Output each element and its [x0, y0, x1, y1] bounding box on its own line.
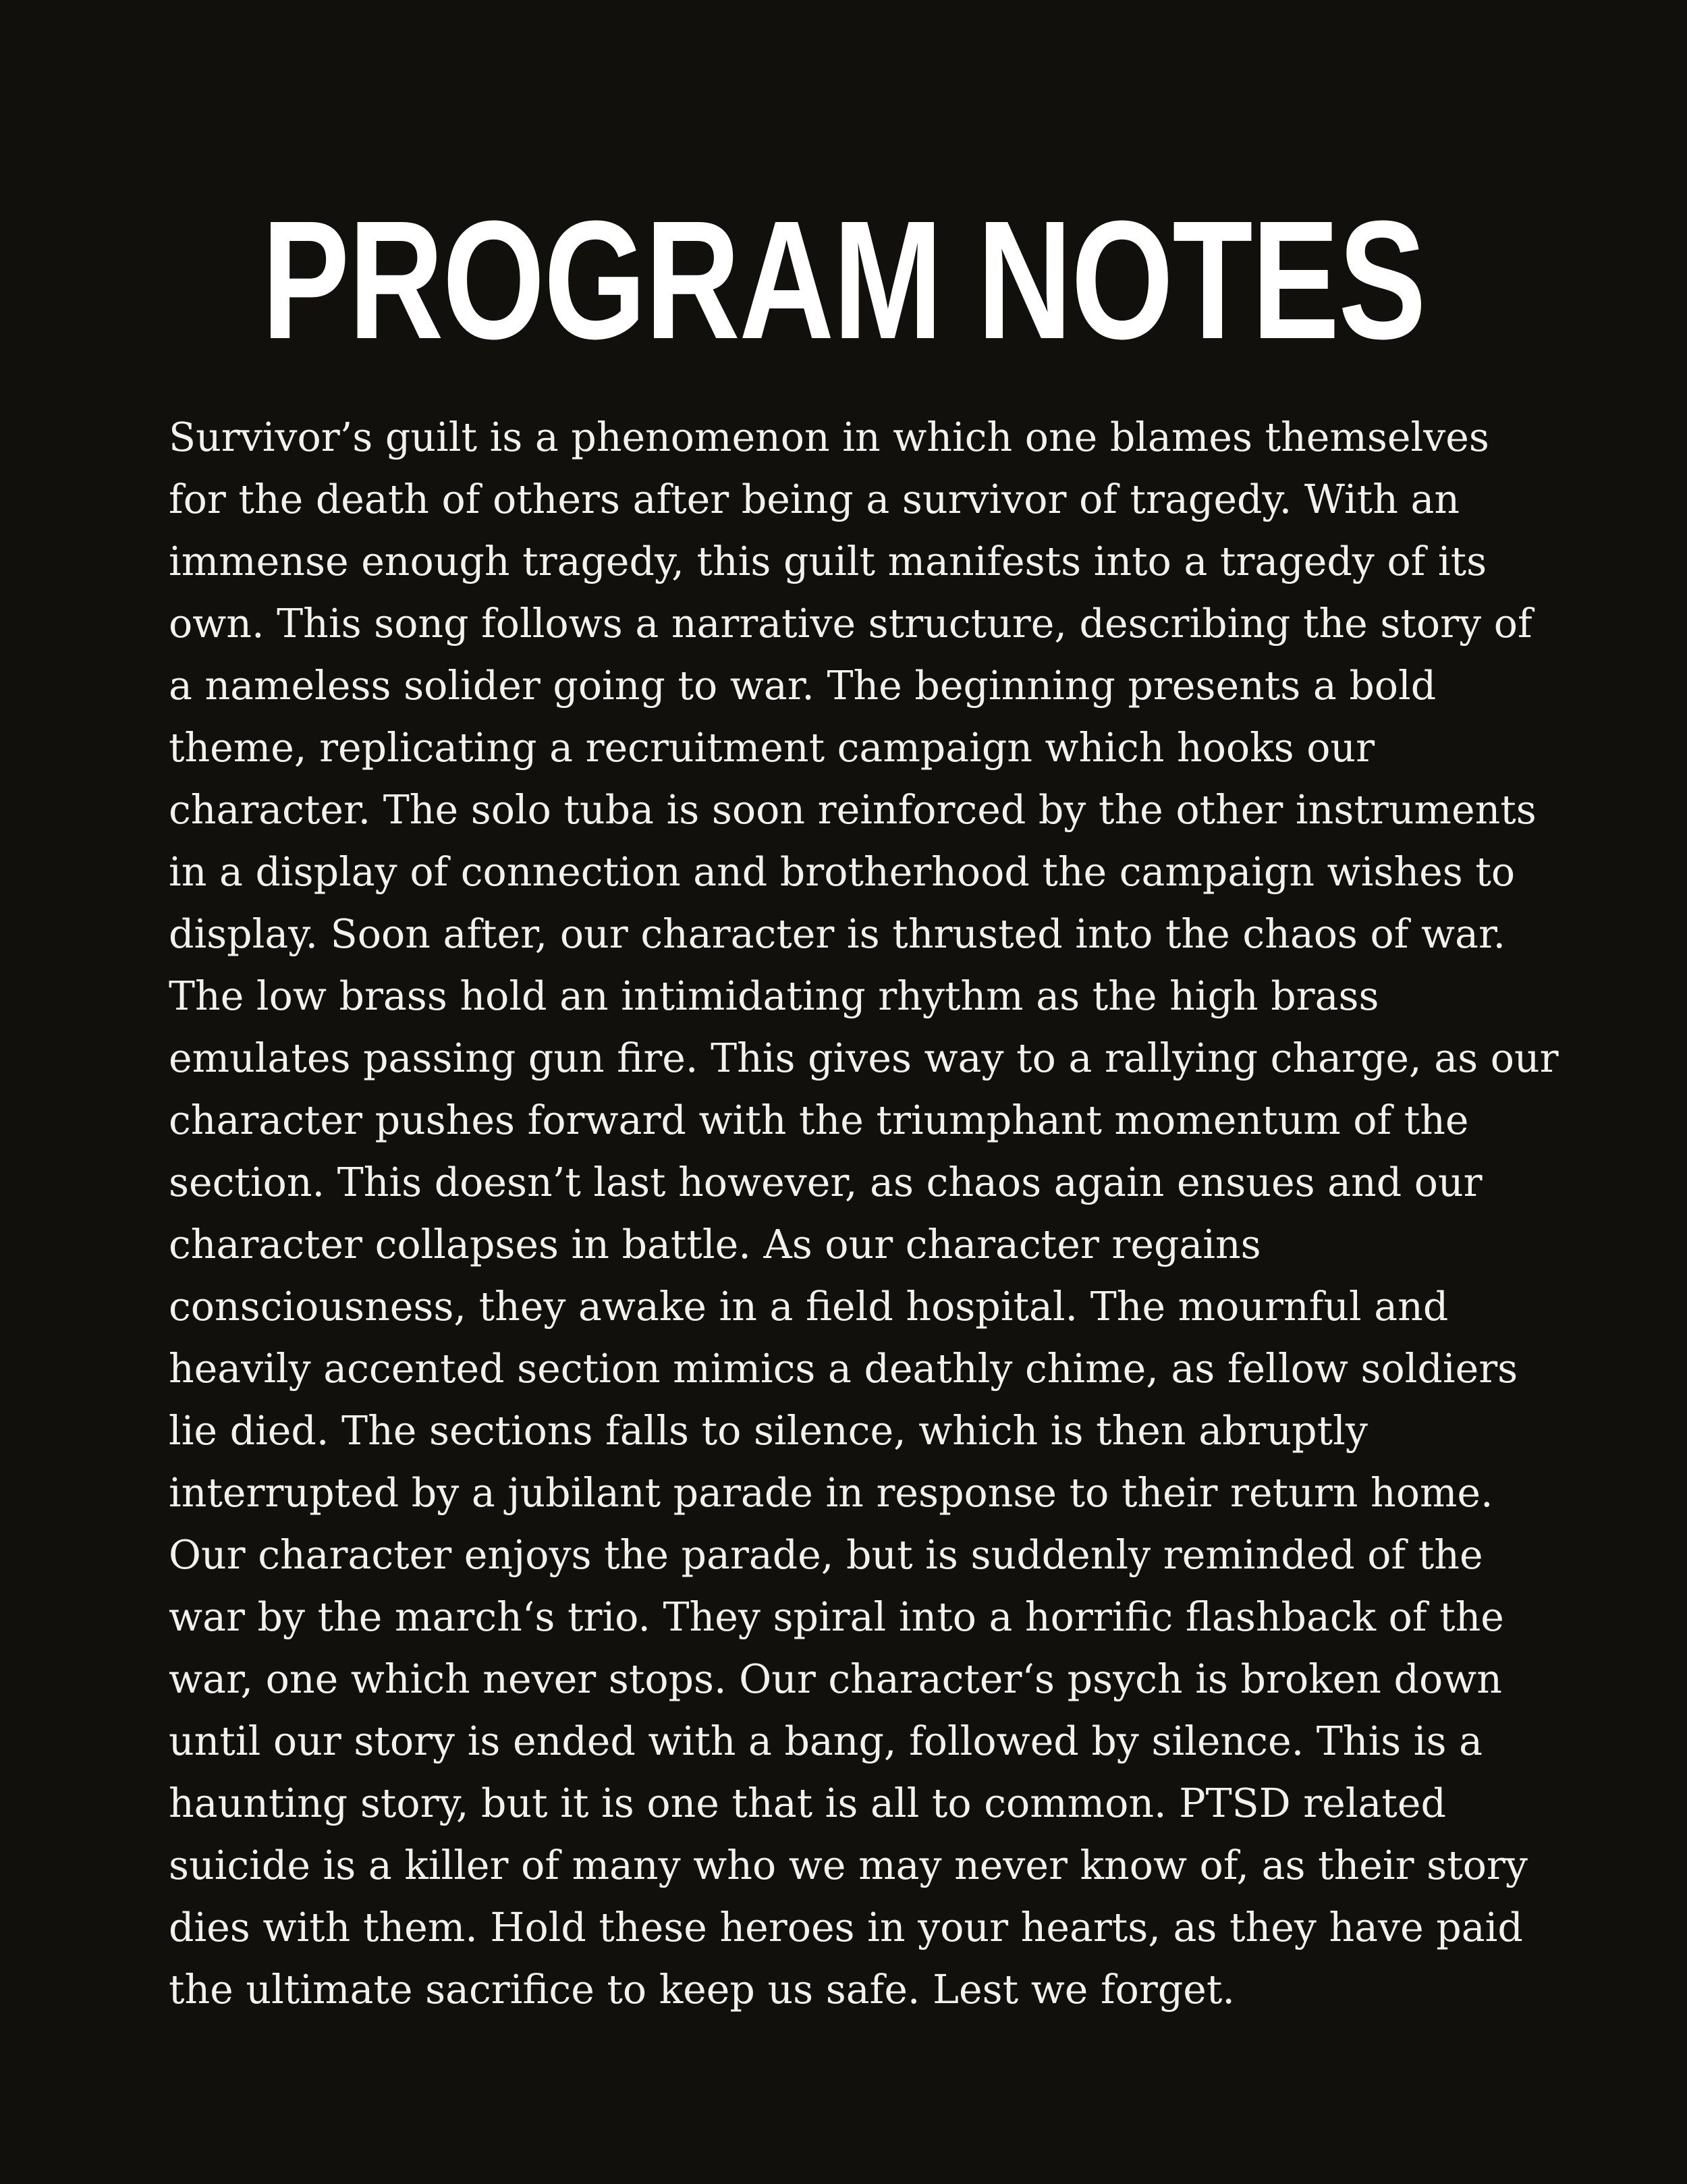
body-line: theme, replicating a recruitment campaign which hooks our [169, 725, 1375, 771]
body-line: heavily accented section mimics a deathly chime, as fellow soldiers [169, 1346, 1518, 1392]
body-line: war, one which never stops. Our character‘s psych is broken down [169, 1656, 1502, 1702]
body-line: immense enough tragedy, this guilt manifests into a tragedy of its [169, 539, 1487, 584]
body-line: dies with them. Hold these heroes in your hearts, as they have paid [169, 1905, 1523, 1950]
body-line: until our story is ended with a bang, followed by silence. This is a [169, 1718, 1483, 1764]
page-title: PROGRAM NOTES [262, 186, 1425, 374]
body-line: emulates passing gun fire. This gives way to a rallying charge, as our [169, 1035, 1559, 1081]
body-line: a nameless solider going to war. The beginning presents a bold [169, 663, 1437, 709]
body-line: character pushes forward with the triumphant momentum of the [169, 1097, 1469, 1143]
body-line: in a display of connection and brotherhood the campaign wishes to [169, 849, 1516, 895]
body-line: the ultimate sacrifice to keep us safe. Lest we forget. [169, 1967, 1236, 2013]
body-line: own. This song follows a narrative structure, describing the story of [169, 601, 1532, 647]
body-line: for the death of others after being a survivor of tragedy. With an [169, 476, 1460, 522]
body-line: Survivor’s guilt is a phenomenon in which one blames themselves [169, 414, 1489, 460]
body-line: Our character enjoys the parade, but is suddenly reminded of the [169, 1532, 1483, 1578]
body-line: interrupted by a jubilant parade in response to their return home. [169, 1470, 1493, 1516]
body-line: character collapses in battle. As our character regains [169, 1222, 1261, 1267]
body-line: section. This doesn’t last however, as chaos again ensues and our [169, 1159, 1483, 1205]
body-line: suicide is a killer of many who we may never know of, as their story [169, 1842, 1528, 1888]
body-line: character. The solo tuba is soon reinforced by the other instruments [169, 787, 1537, 833]
body-line: war by the march‘s trio. They spiral into a horrific flashback of the [169, 1594, 1504, 1640]
body-line: haunting story, but it is one that is all to common. PTSD related [169, 1780, 1446, 1826]
body-line: The low brass hold an intimidating rhythm as the high brass [169, 973, 1379, 1019]
body-line: display. Soon after, our character is thrusted into the chaos of war. [169, 911, 1506, 957]
body-line: lie died. The sections falls to silence, which is then abruptly [169, 1408, 1368, 1454]
body-line: consciousness, they awake in a field hospital. The mournful and [169, 1284, 1449, 1330]
program-notes-body [169, 406, 1559, 2021]
